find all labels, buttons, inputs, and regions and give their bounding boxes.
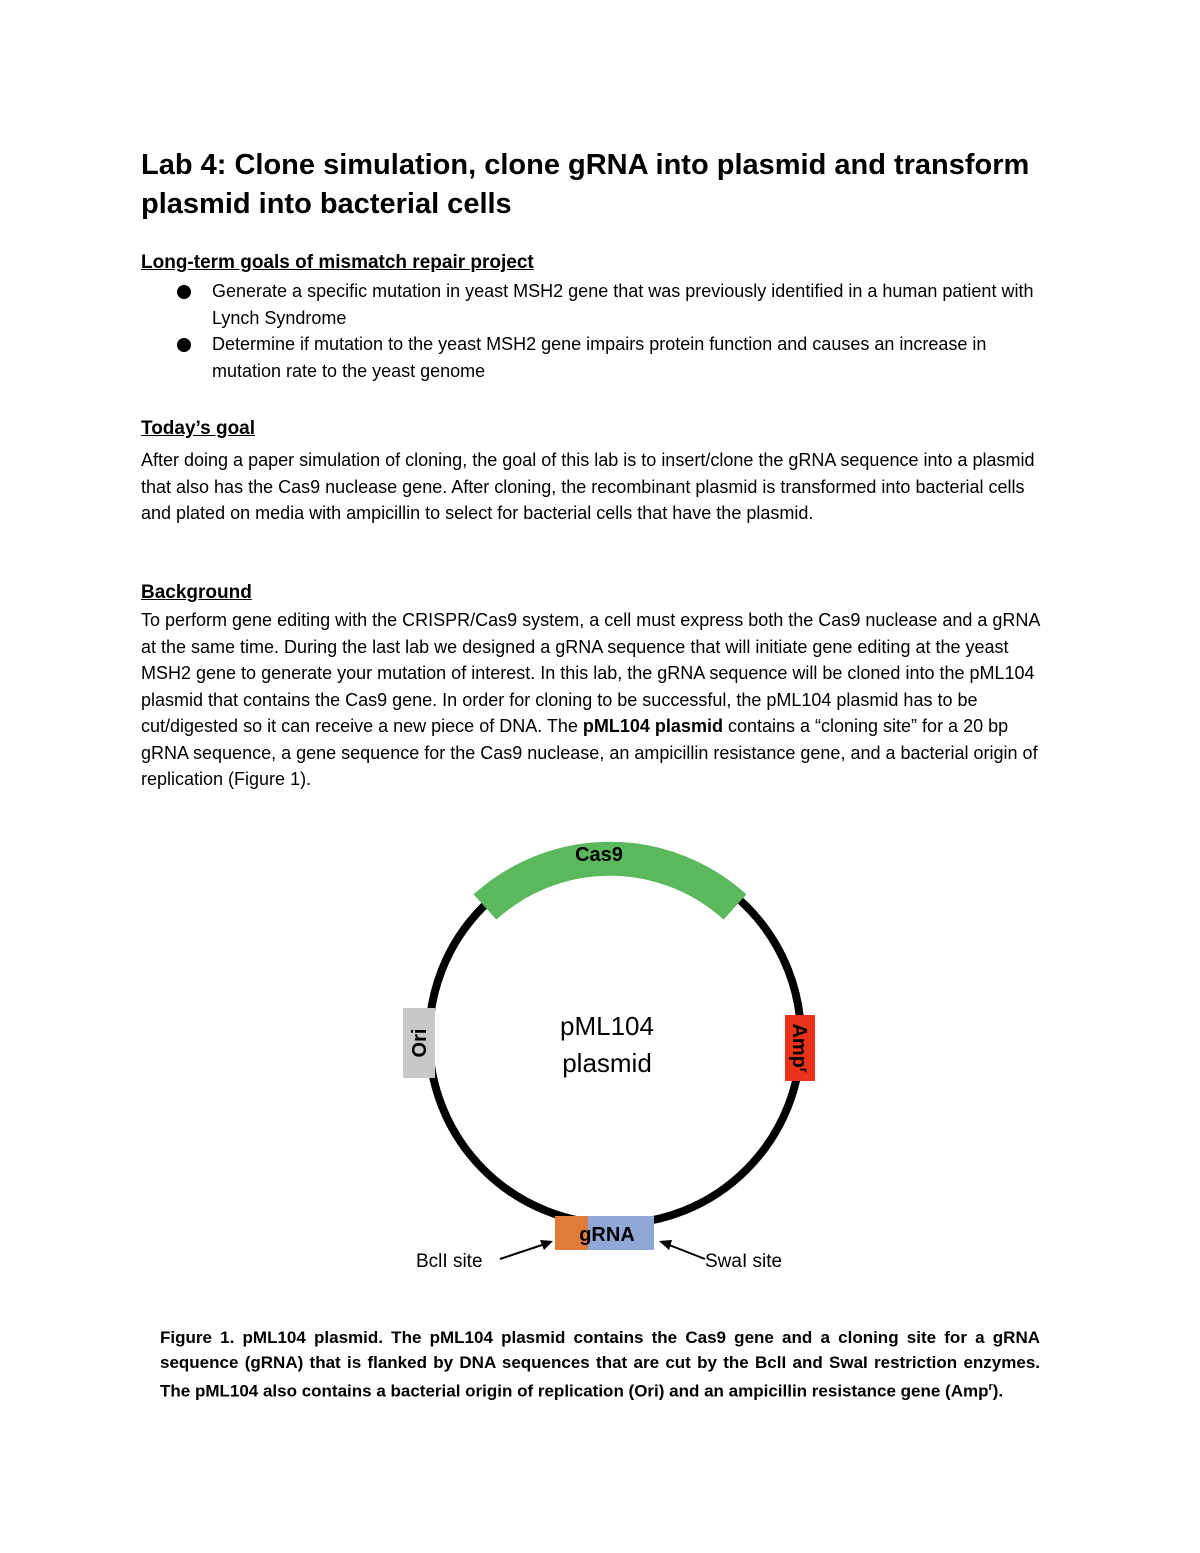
swai-label: SwaI site (705, 1251, 783, 1272)
amp-text: Amp (788, 1023, 810, 1068)
cas9-label: Cas9 (575, 844, 623, 866)
grna-label: gRNA (579, 1224, 635, 1246)
today-paragraph: After doing a paper simulation of cloning, the goal of this lab is to insert/clone the gRNA sequence into a plasmid that also has the Cas9 nuclease gene. After cloning, the recombinant plasmid is transformed into bacterial cells and plated on media with ampicillin to select for bacterial cells that have the plasmid. (141, 450, 1035, 523)
background-text-end: contains a “cloning site” for a 20 bp gRNA sequence, a gene sequence for the Cas9 nuclease, an ampicillin resistance gene, and a bacterial origin of replication (Figure 1). (141, 716, 1038, 789)
background-heading: Background (141, 582, 252, 603)
background-paragraph (141, 607, 1056, 793)
plasmid-subtitle: plasmid (562, 1048, 652, 1078)
background-text: To perform gene editing with the CRISPR/Cas9 system, a cell must express both the Cas9 nuclease and a gRNA at the same time. During the last lab we designed a gRNA sequence that will initiate gene editing at the yeast MSH2 gene to generate your mutation of interest. In this lab, the gRNA sequence will be cloned into the pML104 plasmid that contains the Cas9 gene. In order for cloning to be successful, the pML104 plasmid has to be cut/digested so it can receive a new piece of DNA. The (141, 610, 1040, 736)
goal-text: Determine if mutation to the yeast MSH2 gene impairs protein function and causes an increase in mutation rate to the yeast genome (212, 334, 987, 381)
bcli-label: BclI site (416, 1251, 483, 1272)
today-heading: Today’s goal (141, 418, 256, 439)
bullet-icon (177, 285, 191, 299)
bullet-icon (177, 338, 191, 352)
goals-heading: Long-term goals of mismatch repair project (141, 252, 534, 273)
caption-superscript: r (988, 1381, 993, 1393)
background-bold-text: pML104 plasmid (582, 716, 723, 736)
list-item (141, 331, 1041, 384)
goals-list (141, 278, 1041, 384)
bcli-arrow (500, 1243, 548, 1259)
caption-text: Figure 1. pML104 plasmid. The pML104 plasmid contains the Cas9 gene and a cloning site for a gRNA sequence (gRNA) that is flanked by DNA sequences that are cut by the BclI and SwaI restriction enzymes. The pML104 also contains a bacterial origin of replication (Ori) and an ampicillin resistance gene (Amp (160, 1328, 1040, 1401)
page-title: Lab 4: Clone simulation, clone gRNA into plasmid and transform plasmid into bacterial cells (141, 149, 1030, 220)
caption-end: ). (992, 1381, 1004, 1401)
plasmid-name: pML104 (560, 1011, 654, 1041)
amp-label (788, 1023, 811, 1072)
ori-label: Ori (409, 1028, 431, 1058)
list-item (141, 278, 1041, 331)
goal-text: Generate a specific mutation in yeast MSH2 gene that was previously identified in a human patient with Lynch Syndrome (212, 281, 1034, 328)
plasmid-diagram (380, 815, 830, 1295)
figure-caption (160, 1326, 1040, 1404)
amp-superscript: r (797, 1067, 811, 1073)
swai-arrowhead-icon (659, 1240, 672, 1250)
